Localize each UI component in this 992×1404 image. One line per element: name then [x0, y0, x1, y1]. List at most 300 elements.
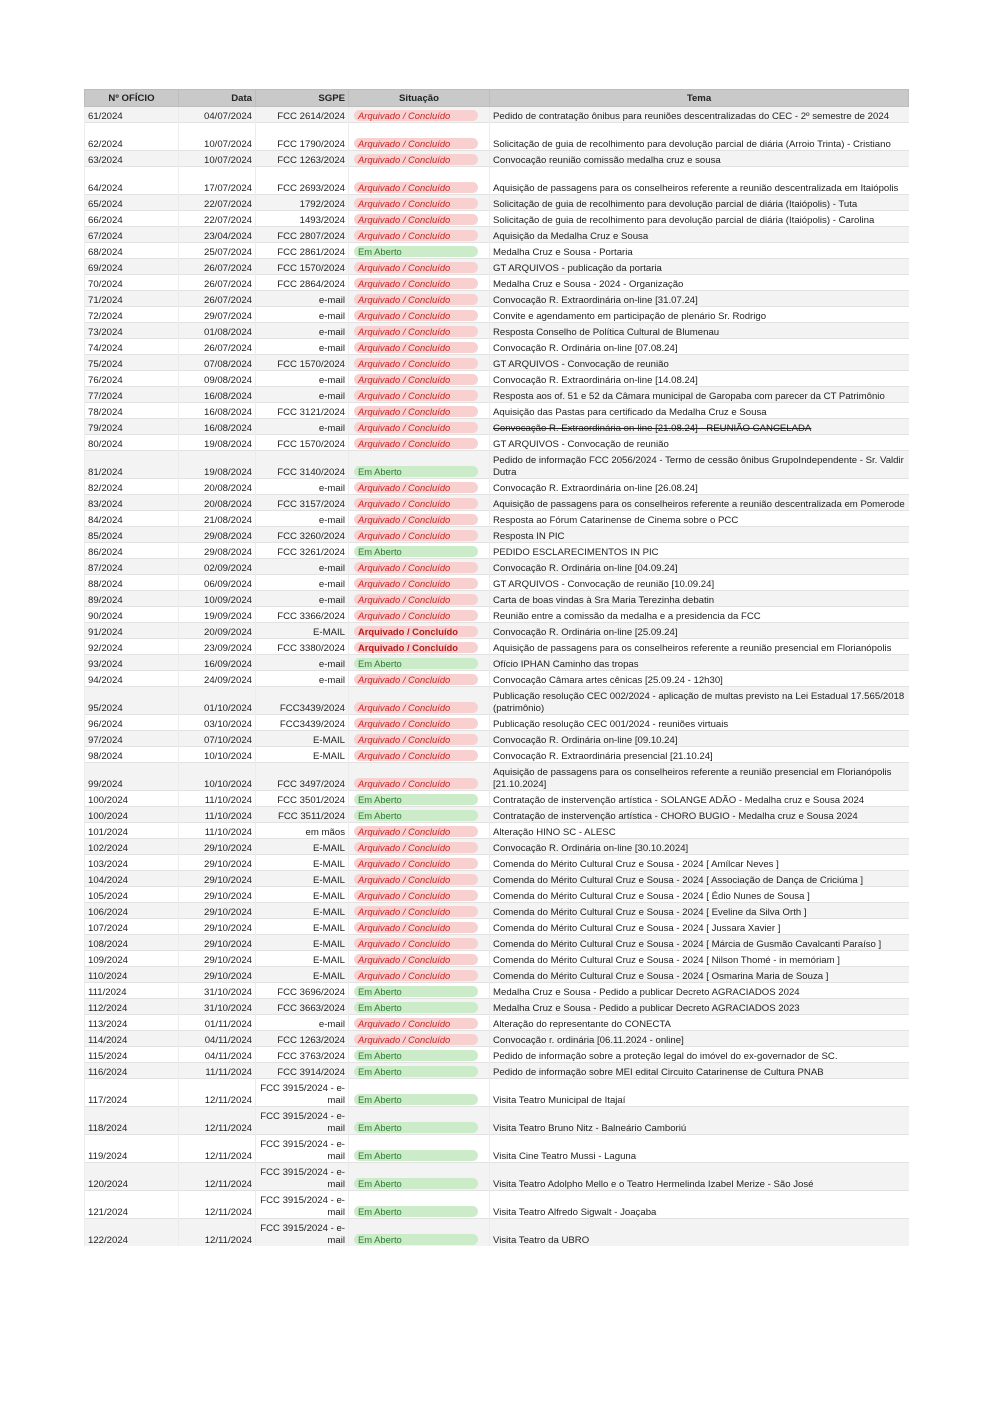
status-cell — [349, 1135, 490, 1163]
table-row — [85, 967, 909, 983]
table-row — [85, 1163, 909, 1191]
table-row — [85, 151, 909, 167]
tema-cell: Solicitação de guia de recolhimento para devolução parcial de diária (Arroio Trinta) - Cristiano — [490, 123, 909, 151]
table-row — [85, 715, 909, 731]
date-cell: 11/10/2024 — [179, 823, 256, 839]
sgpe-cell: e-mail — [256, 323, 349, 339]
date-cell: 19/08/2024 — [179, 435, 256, 451]
status-badge: Arquivado / Concluído — [354, 342, 478, 353]
oficio-cell: 63/2024 — [85, 151, 179, 167]
tema-cell: Solicitação de guia de recolhimento para devolução parcial de diária (Itaiópolis) - Carolina — [490, 211, 909, 227]
date-cell: 22/07/2024 — [179, 211, 256, 227]
date-cell: 12/11/2024 — [179, 1219, 256, 1247]
date-cell: 29/10/2024 — [179, 951, 256, 967]
table-body — [85, 107, 909, 1247]
status-cell — [349, 151, 490, 167]
status-cell — [349, 195, 490, 211]
sgpe-cell: em mãos — [256, 823, 349, 839]
status-cell — [349, 323, 490, 339]
tema-cell: Publicação resolução CEC 002/2024 - aplicação de multas previsto na Lei Estadual 17.565/2018 (patrimônio) — [490, 687, 909, 715]
status-cell — [349, 935, 490, 951]
status-badge: Arquivado / Concluído — [354, 778, 478, 789]
tema-cell: Convocação R. Extraordinária on-line [26.08.24] — [490, 479, 909, 495]
sgpe-cell: FCC 1570/2024 — [256, 355, 349, 371]
date-cell: 10/10/2024 — [179, 747, 256, 763]
tema-cell: GT ARQUIVOS - Convocação de reunião — [490, 435, 909, 451]
table-row — [85, 339, 909, 355]
table-row — [85, 275, 909, 291]
oficio-cell: 106/2024 — [85, 903, 179, 919]
table-row — [85, 919, 909, 935]
date-cell: 16/08/2024 — [179, 403, 256, 419]
table-row — [85, 543, 909, 559]
table-row — [85, 479, 909, 495]
status-badge: Arquivado / Concluído — [354, 610, 478, 621]
status-cell — [349, 903, 490, 919]
oficio-cell: 70/2024 — [85, 275, 179, 291]
date-cell: 10/10/2024 — [179, 763, 256, 791]
sgpe-cell: FCC 3497/2024 — [256, 763, 349, 791]
status-badge: Em Aberto — [354, 1206, 478, 1217]
status-cell — [349, 355, 490, 371]
date-cell: 04/11/2024 — [179, 1031, 256, 1047]
status-badge: Em Aberto — [354, 1150, 478, 1161]
status-cell — [349, 1163, 490, 1191]
tema-cell: Visita Teatro Municipal de Itajaí — [490, 1079, 909, 1107]
status-badge: Arquivado / Concluído — [354, 890, 478, 901]
status-badge: Arquivado / Concluído — [354, 750, 478, 761]
status-badge: Arquivado / Concluído — [354, 954, 478, 965]
oficio-cell: 112/2024 — [85, 999, 179, 1015]
sgpe-cell: FCC 1263/2024 — [256, 1031, 349, 1047]
date-cell: 11/10/2024 — [179, 791, 256, 807]
table-row — [85, 307, 909, 323]
table-row — [85, 355, 909, 371]
sgpe-cell: FCC 3915/2024 - e-mail — [256, 1135, 349, 1163]
status-cell — [349, 951, 490, 967]
status-cell — [349, 967, 490, 983]
table-row — [85, 607, 909, 623]
tema-cell: Convocação R. Ordinária on-line [07.08.24] — [490, 339, 909, 355]
tema-cell: Convocação R. Ordinária on-line [09.10.24] — [490, 731, 909, 747]
sgpe-cell: FCC 3696/2024 — [256, 983, 349, 999]
status-badge: Arquivado / Concluído — [354, 422, 478, 433]
tema-cell: Medalha Cruz e Sousa - Pedido a publicar Decreto AGRACIADOS 2024 — [490, 983, 909, 999]
oficio-cell: 82/2024 — [85, 479, 179, 495]
oficio-cell: 88/2024 — [85, 575, 179, 591]
status-cell — [349, 807, 490, 823]
tema-cell: Resposta ao Fórum Catarinense de Cinema sobre o PCC — [490, 511, 909, 527]
status-badge: Arquivado / Concluído — [354, 198, 478, 209]
oficio-cell: 80/2024 — [85, 435, 179, 451]
status-cell — [349, 747, 490, 763]
table-row — [85, 1135, 909, 1163]
status-cell — [349, 307, 490, 323]
status-cell — [349, 731, 490, 747]
tema-cell: Resposta IN PIC — [490, 527, 909, 543]
tema-cell: Comenda do Mérito Cultural Cruz e Sousa - 2024 [ Amílcar Neves ] — [490, 855, 909, 871]
oficio-cell: 110/2024 — [85, 967, 179, 983]
tema-cell: Aquisição da Medalha Cruz e Sousa — [490, 227, 909, 243]
date-cell: 11/10/2024 — [179, 807, 256, 823]
tema-cell: Visita Teatro da UBRO — [490, 1219, 909, 1247]
table-row — [85, 575, 909, 591]
oficio-cell: 76/2024 — [85, 371, 179, 387]
table-row — [85, 951, 909, 967]
date-cell: 29/10/2024 — [179, 871, 256, 887]
table-row — [85, 763, 909, 791]
oficio-cell: 111/2024 — [85, 983, 179, 999]
status-badge: Em Aberto — [354, 810, 478, 821]
status-cell — [349, 511, 490, 527]
status-badge: Arquivado / Concluído — [354, 514, 478, 525]
status-badge: Em Aberto — [354, 1234, 478, 1245]
table-row — [85, 559, 909, 575]
oficio-cell: 107/2024 — [85, 919, 179, 935]
status-badge: Em Aberto — [354, 986, 478, 997]
tema-cell: Comenda do Mérito Cultural Cruz e Sousa - 2024 [ Édio Nunes de Sousa ] — [490, 887, 909, 903]
status-badge: Arquivado / Concluído — [354, 702, 478, 713]
status-badge: Em Aberto — [354, 546, 478, 557]
status-badge: Arquivado / Concluído — [354, 326, 478, 337]
status-cell — [349, 607, 490, 623]
tema-cell: Visita Teatro Bruno Nitz - Balneário Camboriú — [490, 1107, 909, 1135]
header-row — [85, 90, 909, 107]
date-cell: 26/07/2024 — [179, 291, 256, 307]
sgpe-cell: e-mail — [256, 419, 349, 435]
oficio-cell: 119/2024 — [85, 1135, 179, 1163]
date-cell: 10/07/2024 — [179, 151, 256, 167]
status-badge: Em Aberto — [354, 794, 478, 805]
date-cell: 26/07/2024 — [179, 259, 256, 275]
tema-cell: Pedido de informação sobre MEI edital Circuito Catarinense de Cultura PNAB — [490, 1063, 909, 1079]
status-cell — [349, 1063, 490, 1079]
status-badge: Em Aberto — [354, 466, 478, 477]
status-badge: Arquivado / Concluído — [354, 842, 478, 853]
table-row — [85, 671, 909, 687]
table-row — [85, 107, 909, 123]
table-row — [85, 419, 909, 435]
tema-cell: Convocação R. Extraordinária on-line [31.07.24] — [490, 291, 909, 307]
oficio-cell: 79/2024 — [85, 419, 179, 435]
date-cell: 12/11/2024 — [179, 1079, 256, 1107]
status-badge: Arquivado / Concluído — [354, 214, 478, 225]
date-cell: 16/09/2024 — [179, 655, 256, 671]
status-cell — [349, 655, 490, 671]
status-badge: Em Aberto — [354, 1178, 478, 1189]
status-cell — [349, 1107, 490, 1135]
oficio-cell: 84/2024 — [85, 511, 179, 527]
status-cell — [349, 999, 490, 1015]
date-cell: 20/08/2024 — [179, 495, 256, 511]
oficio-cell: 87/2024 — [85, 559, 179, 575]
oficio-cell: 75/2024 — [85, 355, 179, 371]
sgpe-cell: E-MAIL — [256, 855, 349, 871]
status-badge: Arquivado / Concluído — [354, 278, 478, 289]
table-row — [85, 495, 909, 511]
sgpe-cell: e-mail — [256, 511, 349, 527]
table-row — [85, 791, 909, 807]
status-badge: Arquivado / Concluído — [354, 906, 478, 917]
date-cell: 01/11/2024 — [179, 1015, 256, 1031]
date-cell: 29/10/2024 — [179, 903, 256, 919]
date-cell: 19/09/2024 — [179, 607, 256, 623]
sgpe-cell: E-MAIL — [256, 839, 349, 855]
sgpe-cell: FCC 3366/2024 — [256, 607, 349, 623]
oficio-cell: 116/2024 — [85, 1063, 179, 1079]
tema-cell: GT ARQUIVOS - publicação da portaria — [490, 259, 909, 275]
sgpe-cell: FCC 2614/2024 — [256, 107, 349, 123]
tema-cell: Visita Teatro Alfredo Sigwalt - Joaçaba — [490, 1191, 909, 1219]
status-badge: Arquivado / Concluído — [354, 734, 478, 745]
tema-cell: Convocação R. Ordinária on-line [30.10.2024] — [490, 839, 909, 855]
oficio-cell: 71/2024 — [85, 291, 179, 307]
date-cell: 16/08/2024 — [179, 387, 256, 403]
status-cell — [349, 1031, 490, 1047]
sgpe-cell: e-mail — [256, 671, 349, 687]
oficio-cell: 95/2024 — [85, 687, 179, 715]
tema-cell: GT ARQUIVOS - Convocação de reunião [10.09.24] — [490, 575, 909, 591]
tema-cell: Convocação reunião comissão medalha cruz e sousa — [490, 151, 909, 167]
oficio-cell: 74/2024 — [85, 339, 179, 355]
sgpe-cell: FCC 3380/2024 — [256, 639, 349, 655]
table-row — [85, 1015, 909, 1031]
status-badge: Arquivado / Concluído — [354, 310, 478, 321]
date-cell: 10/07/2024 — [179, 123, 256, 151]
oficio-cell: 98/2024 — [85, 747, 179, 763]
tema-cell: Comenda do Mérito Cultural Cruz e Sousa - 2024 [ Associação de Dança de Criciúma ] — [490, 871, 909, 887]
date-cell: 02/09/2024 — [179, 559, 256, 575]
table-row — [85, 403, 909, 419]
status-cell — [349, 107, 490, 123]
tema-cell: Aquisição de passagens para os conselheiros referente a reunião presencial em Florianópolis [21.10.2024] — [490, 763, 909, 791]
table-row — [85, 387, 909, 403]
table-row — [85, 591, 909, 607]
date-cell: 07/08/2024 — [179, 355, 256, 371]
table-row — [85, 983, 909, 999]
table-row — [85, 935, 909, 951]
oficio-cell: 62/2024 — [85, 123, 179, 151]
oficio-cell: 77/2024 — [85, 387, 179, 403]
tema-cell: Aquisição de passagens para os conselheiros referente a reunião descentralizada em Itaiópolis — [490, 167, 909, 195]
date-cell: 16/08/2024 — [179, 419, 256, 435]
status-cell — [349, 419, 490, 435]
status-cell — [349, 715, 490, 731]
status-cell — [349, 403, 490, 419]
status-badge: Arquivado / Concluído — [354, 390, 478, 401]
sgpe-cell: FCC 3914/2024 — [256, 1063, 349, 1079]
tema-cell: Comenda do Mérito Cultural Cruz e Sousa - 2024 [ Eveline da Silva Orth ] — [490, 903, 909, 919]
sgpe-cell: e-mail — [256, 655, 349, 671]
tema-cell: Aquisição das Pastas para certificado da Medalha Cruz e Sousa — [490, 403, 909, 419]
tema-cell: Resposta aos of. 51 e 52 da Câmara municipal de Garopaba com parecer da CT Patrimônio — [490, 387, 909, 403]
oficio-cell: 105/2024 — [85, 887, 179, 903]
date-cell: 23/04/2024 — [179, 227, 256, 243]
status-badge: Arquivado / Concluído — [354, 718, 478, 729]
sgpe-cell: FCC 3763/2024 — [256, 1047, 349, 1063]
oficio-cell: 113/2024 — [85, 1015, 179, 1031]
tema-cell: Comenda do Mérito Cultural Cruz e Sousa - 2024 [ Jussara Xavier ] — [490, 919, 909, 935]
sgpe-cell: FCC 3663/2024 — [256, 999, 349, 1015]
tema-cell: Ofício IPHAN Caminho das tropas — [490, 655, 909, 671]
status-badge: Arquivado / Concluído — [354, 438, 478, 449]
sgpe-cell: E-MAIL — [256, 951, 349, 967]
tema-cell: Medalha Cruz e Sousa - Pedido a publicar Decreto AGRACIADOS 2023 — [490, 999, 909, 1015]
oficio-cell: 69/2024 — [85, 259, 179, 275]
tema-cell: Pedido de informação sobre a proteção legal do imóvel do ex-governador de SC. — [490, 1047, 909, 1063]
status-badge: Em Aberto — [354, 1122, 478, 1133]
status-badge: Arquivado / Concluído — [354, 626, 478, 637]
date-cell: 26/07/2024 — [179, 275, 256, 291]
table-row — [85, 451, 909, 479]
tema-cell: Comenda do Mérito Cultural Cruz e Sousa - 2024 [ Osmarina Maria de Souza ] — [490, 967, 909, 983]
oficio-cell: 109/2024 — [85, 951, 179, 967]
tema-cell: Visita Cine Teatro Mussi - Laguna — [490, 1135, 909, 1163]
date-cell: 31/10/2024 — [179, 983, 256, 999]
status-cell — [349, 687, 490, 715]
sgpe-cell: FCC 3915/2024 - e-mail — [256, 1107, 349, 1135]
date-cell: 23/09/2024 — [179, 639, 256, 655]
status-cell — [349, 211, 490, 227]
date-cell: 25/07/2024 — [179, 243, 256, 259]
table-row — [85, 999, 909, 1015]
status-cell — [349, 527, 490, 543]
status-badge: Arquivado / Concluído — [354, 294, 478, 305]
table-row — [85, 259, 909, 275]
status-cell — [349, 479, 490, 495]
table-row — [85, 195, 909, 211]
status-badge: Em Aberto — [354, 1066, 478, 1077]
table-row — [85, 855, 909, 871]
table-row — [85, 123, 909, 151]
status-cell — [349, 591, 490, 607]
table-row — [85, 527, 909, 543]
tema-cell: Contratação de instervenção artística - SOLANGE ADÃO - Medalha cruz e Sousa 2024 — [490, 791, 909, 807]
oficio-cell: 100/2024 — [85, 791, 179, 807]
status-badge: Arquivado / Concluído — [354, 138, 478, 149]
table-row — [85, 639, 909, 655]
tema-cell: Convocação R. Extraordinária on-line [14.08.24] — [490, 371, 909, 387]
tema-cell: Pedido de informação FCC 2056/2024 - Termo de cessão ônibus GrupoIndependente - Sr. Valdir Dutra — [490, 451, 909, 479]
sgpe-cell: E-MAIL — [256, 871, 349, 887]
sgpe-cell: FCC 2861/2024 — [256, 243, 349, 259]
sgpe-cell: FCC 1263/2024 — [256, 151, 349, 167]
date-cell: 29/10/2024 — [179, 887, 256, 903]
table-row — [85, 1107, 909, 1135]
tema-cell: Convocação R. Ordinária on-line [04.09.24] — [490, 559, 909, 575]
oficio-cell: 96/2024 — [85, 715, 179, 731]
tema-cell: Contratação de instervenção artística - CHORO BUGIO - Medalha cruz e Sousa 2024 — [490, 807, 909, 823]
status-cell — [349, 887, 490, 903]
table-row — [85, 435, 909, 451]
sgpe-cell: e-mail — [256, 307, 349, 323]
tema-cell: Comenda do Mérito Cultural Cruz e Sousa - 2024 [ Márcia de Gusmão Cavalcanti Paraíso ] — [490, 935, 909, 951]
date-cell: 29/08/2024 — [179, 543, 256, 559]
sgpe-cell: E-MAIL — [256, 623, 349, 639]
oficio-cell: 104/2024 — [85, 871, 179, 887]
status-cell — [349, 919, 490, 935]
header-sgpe: SGPE — [256, 90, 349, 107]
oficio-cell: 68/2024 — [85, 243, 179, 259]
status-cell — [349, 983, 490, 999]
status-badge: Arquivado / Concluído — [354, 1018, 478, 1029]
status-cell — [349, 855, 490, 871]
tema-cell: Alteração do representante do CONECTA — [490, 1015, 909, 1031]
status-cell — [349, 371, 490, 387]
tema-cell: Convocação R. Extraordinária on-line [21.08.24] - REUNIÃO CANCELADA — [490, 419, 909, 435]
date-cell: 12/11/2024 — [179, 1107, 256, 1135]
oficio-cell: 94/2024 — [85, 671, 179, 687]
date-cell: 29/10/2024 — [179, 967, 256, 983]
tema-cell: Medalha Cruz e Sousa - 2024 - Organização — [490, 275, 909, 291]
date-cell: 01/10/2024 — [179, 687, 256, 715]
sgpe-cell: FCC3439/2024 — [256, 687, 349, 715]
date-cell: 17/07/2024 — [179, 167, 256, 195]
status-badge: Arquivado / Concluído — [354, 182, 478, 193]
sgpe-cell: e-mail — [256, 387, 349, 403]
tema-cell: PEDIDO ESCLARECIMENTOS IN PIC — [490, 543, 909, 559]
status-cell — [349, 871, 490, 887]
table-row — [85, 687, 909, 715]
tema-cell: Convite e agendamento em participação de plenário Sr. Rodrigo — [490, 307, 909, 323]
sgpe-cell: FCC 3140/2024 — [256, 451, 349, 479]
oficio-cell: 93/2024 — [85, 655, 179, 671]
oficio-cell: 117/2024 — [85, 1079, 179, 1107]
table-row — [85, 1079, 909, 1107]
oficio-cell: 67/2024 — [85, 227, 179, 243]
status-cell — [349, 671, 490, 687]
sgpe-cell: E-MAIL — [256, 747, 349, 763]
table-row — [85, 1063, 909, 1079]
table-row — [85, 903, 909, 919]
table-row — [85, 511, 909, 527]
header-data: Data — [179, 90, 256, 107]
status-cell — [349, 559, 490, 575]
oficio-cell: 81/2024 — [85, 451, 179, 479]
sgpe-cell: FCC 2864/2024 — [256, 275, 349, 291]
table-row — [85, 731, 909, 747]
oficio-cell: 73/2024 — [85, 323, 179, 339]
oficio-cell: 120/2024 — [85, 1163, 179, 1191]
date-cell: 09/08/2024 — [179, 371, 256, 387]
date-cell: 19/08/2024 — [179, 451, 256, 479]
status-badge: Arquivado / Concluído — [354, 154, 478, 165]
oficio-cell: 61/2024 — [85, 107, 179, 123]
oficio-cell: 86/2024 — [85, 543, 179, 559]
sgpe-cell: E-MAIL — [256, 967, 349, 983]
sgpe-cell: 1792/2024 — [256, 195, 349, 211]
oficio-cell: 85/2024 — [85, 527, 179, 543]
sgpe-cell: FCC3439/2024 — [256, 715, 349, 731]
status-cell — [349, 543, 490, 559]
sgpe-cell: FCC 2693/2024 — [256, 167, 349, 195]
date-cell: 04/11/2024 — [179, 1047, 256, 1063]
table-row — [85, 839, 909, 855]
tema-cell: Reunião entre a comissão da medalha e a presidencia da FCC — [490, 607, 909, 623]
oficio-cell: 115/2024 — [85, 1047, 179, 1063]
tema-cell: Convocação Câmara artes cênicas [25.09.24 - 12h30] — [490, 671, 909, 687]
status-badge: Arquivado / Concluído — [354, 530, 478, 541]
sgpe-cell: e-mail — [256, 371, 349, 387]
status-badge: Arquivado / Concluído — [354, 642, 478, 653]
oficio-cell: 78/2024 — [85, 403, 179, 419]
oficio-cell: 65/2024 — [85, 195, 179, 211]
oficio-cell: 90/2024 — [85, 607, 179, 623]
oficio-cell: 64/2024 — [85, 167, 179, 195]
status-cell — [349, 623, 490, 639]
status-badge: Arquivado / Concluído — [354, 578, 478, 589]
oficio-cell: 108/2024 — [85, 935, 179, 951]
